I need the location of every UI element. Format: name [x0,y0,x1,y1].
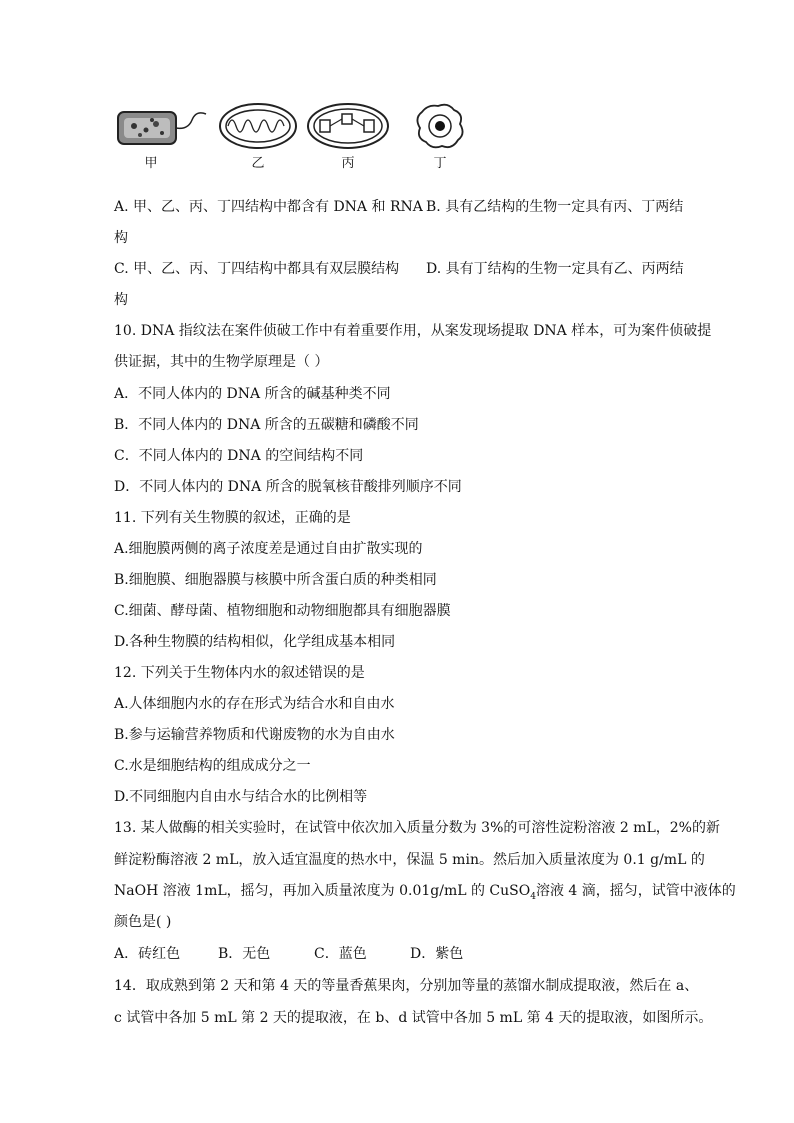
q13-subscript: 4 [530,891,536,902]
figure-label-jia: 甲 [144,156,158,171]
q11-option-b: B.细胞膜、细胞器膜与核膜中所含蛋白质的种类相同 [114,572,437,588]
q11-option-a: A.细胞膜两侧的离子浓度差是通过自由扩散实现的 [114,541,423,557]
nucleus-drawing [417,105,462,148]
q12-option-b: B.参与运输营养物质和代谢废物的水为自由水 [114,727,395,743]
q10-stem-line-2: 供证据，其中的生物学原理是（ ） [114,354,329,370]
q13-option-a: A．砖红色 [114,946,181,962]
q10-option-d: D．不同人体内的 DNA 所含的脱氧核苷酸排列顺序不同 [114,479,462,495]
q12-option-d: D.不同细胞内自由水与结合水的比例相等 [114,789,368,805]
q11-option-c: C.细菌、酵母菌、植物细胞和动物细胞都具有细胞器膜 [114,603,451,619]
q10-stem-line-1: 10. DNA 指纹法在案件侦破工作中有着重要作用，从案发现场提取 DNA 样本，可为案件侦破提 [114,323,712,339]
q14-stem-line-1: 14．取成熟到第 2 天和第 4 天的等量香蕉果肉，分别加等量的蒸馏水制成提取液，然后在 a、 [114,978,699,994]
figure-label-ding: 丁 [433,156,447,171]
q11-stem: 11. 下列有关生物膜的叙述，正确的是 [114,510,351,526]
chloroplast-drawing [308,104,388,148]
cell-structures-figure [110,100,490,175]
q9-option-d-cont: 构 [114,292,128,308]
q13-stem-line-1: 13. 某人做酶的相关实验时，在试管中依次加入质量分数为 3%的可溶性淀粉溶液 2 mL，2%的新 [114,820,720,836]
q10-option-c: C．不同人体内的 DNA 的空间结构不同 [114,448,364,464]
q13-line-3-part-2: 溶液 4 滴，摇匀，试管中液体的 [535,883,736,899]
figure-label-bing: 丙 [341,156,355,171]
bacterium-drawing [118,112,206,144]
q9-option-c: C. 甲、乙、丙、丁四结构中都具有双层膜结构 [114,261,400,277]
figure-label-yi: 乙 [251,156,265,171]
q9-option-b-cont: 构 [114,230,128,246]
q13-stem-line-3 [114,881,736,907]
q13-line-3-part-1: NaOH 溶液 1mL，摇匀，再加入质量浓度为 0.01g/mL 的 CuSO [114,883,531,899]
q13-stem-line-2: 鲜淀粉酶溶液 2 mL，放入适宜温度的热水中，保温 5 min。然后加入质量浓度为 0.1 g/mL 的 [114,852,705,868]
q9-option-b: B. 具有乙结构的生物一定具有丙、丁两结 [426,199,684,215]
q12-stem: 12. 下列关于生物体内水的叙述错误的是 [114,665,365,681]
q12-option-c: C.水是细胞结构的组成成分之一 [114,758,311,774]
q10-option-a: A．不同人体内的 DNA 所含的碱基种类不同 [114,386,391,402]
q12-option-a: A.人体细胞内水的存在形式为结合水和自由水 [114,696,395,712]
q9-option-a: A. 甲、乙、丙、丁四结构中都含有 DNA 和 RNA [114,199,423,215]
q10-option-b: B．不同人体内的 DNA 所含的五碳糖和磷酸不同 [114,417,419,433]
q9-option-d: D. 具有丁结构的生物一定具有乙、丙两结 [426,261,684,277]
q11-option-d: D.各种生物膜的结构相似，化学组成基本相同 [114,634,396,650]
q13-option-d: D．紫色 [410,946,464,962]
q13-option-b: B．无色 [218,946,271,962]
q13-option-c: C．蓝色 [314,946,367,962]
mitochondrion-drawing [220,104,296,148]
q14-stem-line-2: c 试管中各加 5 mL 第 2 天的提取液，在 b、d 试管中各加 5 mL 第 4 天的提取液，如图所示。 [114,1010,713,1026]
cell-structures-drawing [110,100,490,155]
q13-stem-line-4: 颜色是( ) [114,914,172,930]
